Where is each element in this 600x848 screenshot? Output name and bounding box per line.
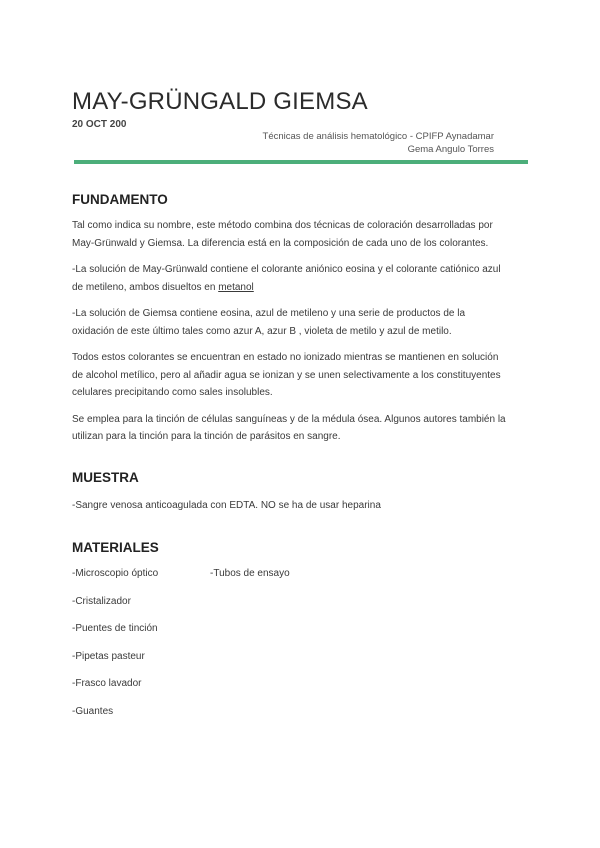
header-divider — [74, 160, 528, 164]
section-muestra — [72, 470, 508, 515]
material-item: -Puentes de tinción — [72, 623, 158, 634]
section-heading: MATERIALES — [72, 540, 159, 555]
document-meta — [263, 130, 494, 156]
paragraph-text: -La solución de May-Grünwald contiene el colorante aniónico eosina y el colorante catiónico azul de metileno, ambos disueltos en — [72, 264, 501, 293]
list-item — [72, 620, 508, 648]
author-name: Gema Angulo Torres — [407, 144, 494, 155]
material-item: -Pipetas pasteur — [72, 650, 145, 662]
section-materiales — [72, 540, 508, 730]
list-item — [72, 675, 508, 703]
course-name: Técnicas de análisis hematológico - CPIFP Aynadamar — [262, 131, 494, 142]
metanol-link[interactable]: metanol — [218, 281, 254, 293]
section-heading: FUNDAMENTO — [72, 192, 168, 207]
material-item: -Tubos de ensayo — [210, 568, 290, 579]
paragraph: Se emplea para la tinción de células sanguíneas y de la médula ósea. Algunos autores también la utilizan para la tinción para la tinción de parásitos en sangre. — [72, 413, 506, 442]
document-title: MAY-GRÜNGALD GIEMSA — [72, 88, 368, 115]
list-item — [72, 593, 508, 621]
document-body — [72, 192, 508, 730]
paragraph: Tal como indica su nombre, este método combina dos técnicas de coloración desarrolladas por May-Grünwald y Giemsa. La diferencia está en la composición de cada uno de los colorantes. — [72, 220, 493, 249]
paragraph — [72, 261, 508, 296]
material-item: -Frasco lavador — [72, 678, 142, 689]
list-item — [72, 565, 508, 593]
paragraph: -La solución de Giemsa contiene eosina, azul de metileno y una serie de productos de la oxidación de este último tales como azur A, azur B , violeta de metilo y azul de metilo. — [72, 308, 466, 337]
paragraph: -Sangre venosa anticoagulada con EDTA. NO se ha de usar heparina — [72, 499, 381, 511]
material-item: -Cristalizador — [72, 595, 131, 607]
paragraph: Todos estos colorantes se encuentran en estado no ionizado mientras se mantienen en solución de alcohol metílico, pero al añadir agua se ionizan y se unen selectivamente a los constituyentes celulares precipitando como sales insolubles. — [72, 352, 501, 398]
material-item: -Guantes — [72, 705, 114, 717]
section-fundamento — [72, 192, 508, 446]
document-date: 20 OCT 200 — [72, 119, 127, 130]
list-item — [72, 703, 508, 731]
material-item: -Microscopio óptico — [72, 568, 159, 579]
list-item — [72, 648, 508, 676]
section-heading: MUESTRA — [72, 469, 139, 485]
